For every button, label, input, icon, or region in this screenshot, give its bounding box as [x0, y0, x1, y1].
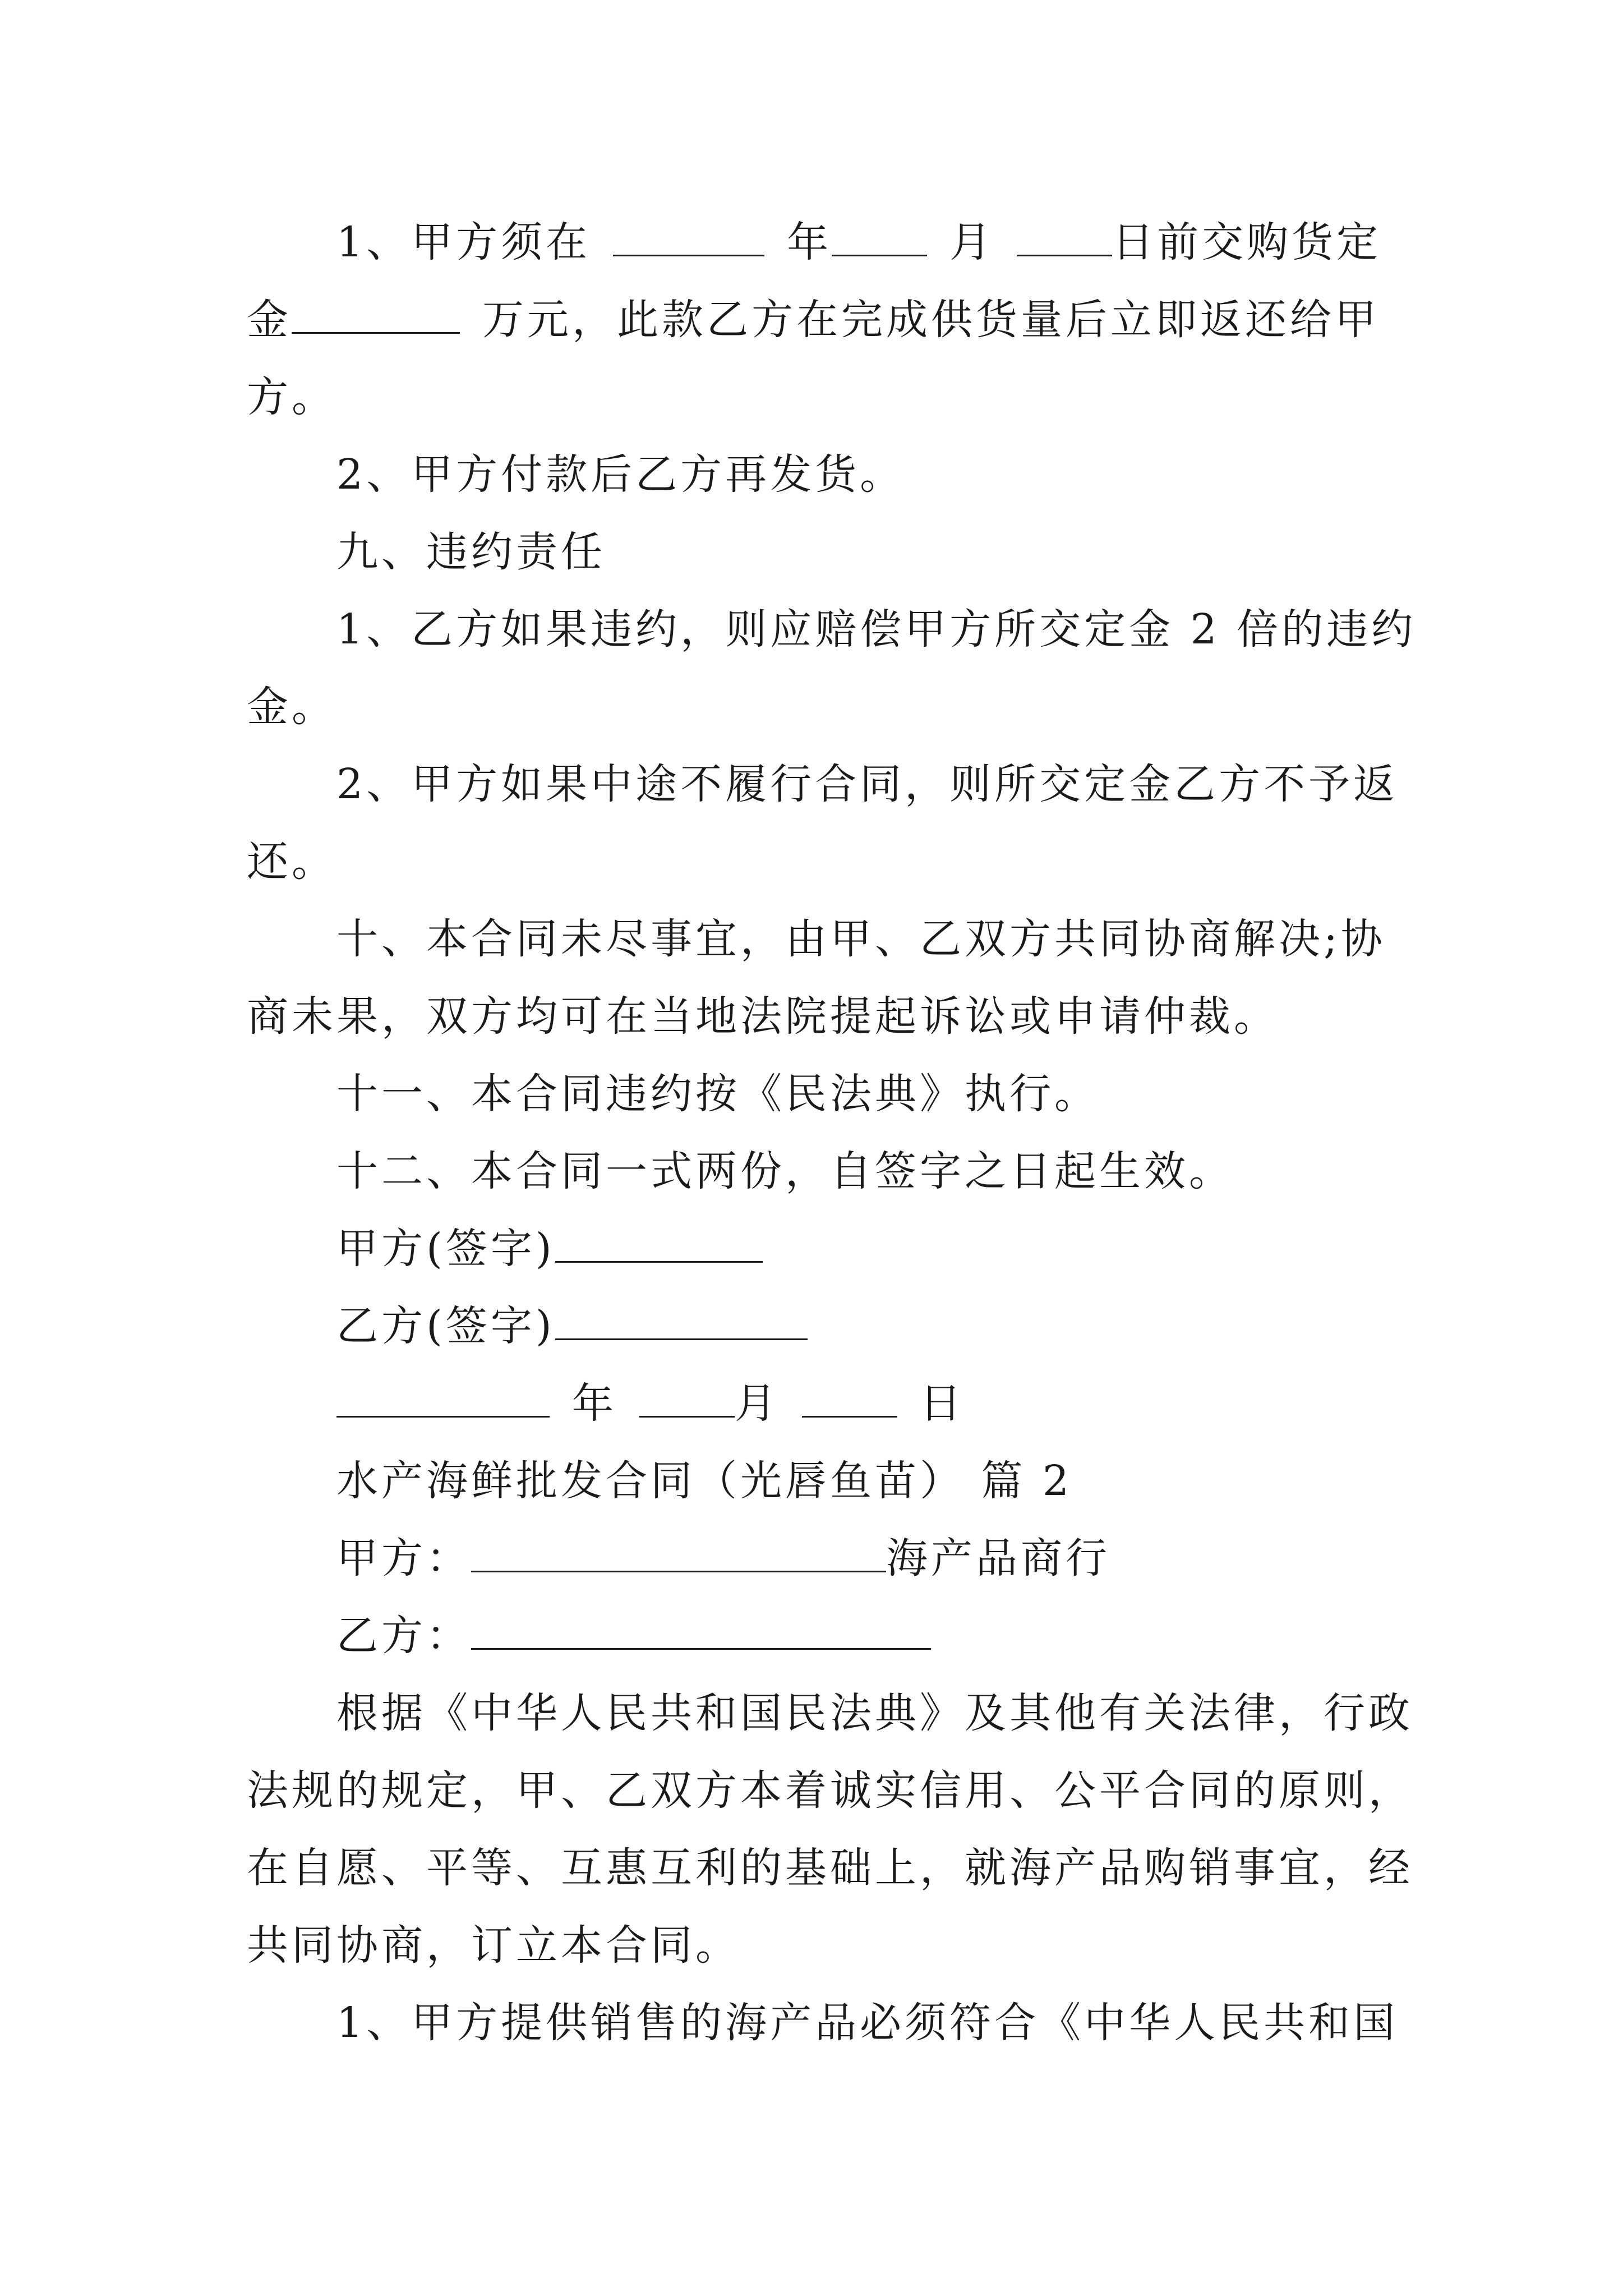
section-heading: 九、违约责任: [336, 528, 606, 576]
party-a-line: [336, 1530, 1391, 1586]
paragraph-line: 1、甲方提供销售的海产品必须符合《中华人民共和国: [336, 1999, 1399, 2047]
blank-party-a-signature: [555, 1222, 763, 1263]
clause-8-1-line-2: [247, 292, 1391, 348]
section-title: 水产海鲜批发合同（光唇鱼苗） 篇 2: [336, 1457, 1073, 1505]
paragraph-line: 2、甲方如果中途不履行合同，则所交定金乙方不予返: [336, 760, 1399, 808]
paragraph-line: 还。: [247, 838, 336, 886]
paragraph-line: 共同协商，订立本合同。: [247, 1921, 740, 1970]
clause-8-1-line-1: [336, 214, 1391, 270]
paragraph-line: 在自愿、平等、互惠互利的基础上，就海产品购销事宜，经: [247, 1844, 1413, 1892]
text: 月: [949, 218, 995, 266]
paragraph-line: 商未果，双方均可在当地法院提起诉讼或申请仲裁。: [247, 992, 1279, 1041]
text: 乙方(签字): [336, 1302, 555, 1350]
paragraph-line: 1、乙方如果违约，则应赔偿甲方所交定金 2 倍的违约: [336, 605, 1417, 654]
text: 海产品商行: [886, 1534, 1110, 1582]
paragraph-line: 法规的规定，甲、乙双方本着诚实信用、公平合同的原则，: [247, 1766, 1413, 1815]
blank-date-month: [639, 1377, 735, 1418]
blank-party-b-signature: [555, 1299, 808, 1340]
blank-day: [1017, 215, 1112, 256]
paragraph-line: 十一、本合同违约按《民法典》执行。: [336, 1070, 1099, 1118]
text: 万元，此款乙方在完成供货量后立即返还给甲: [482, 296, 1380, 344]
paragraph-line: 2、甲方付款后乙方再发货。: [336, 450, 905, 499]
text: 年: [787, 218, 832, 266]
text: 乙方：: [336, 1612, 471, 1660]
blank-month: [832, 215, 927, 256]
signature-date: [336, 1375, 1391, 1432]
text: 甲方(签字): [336, 1225, 555, 1273]
text: 日: [920, 1379, 965, 1428]
paragraph-line: 根据《中华人民共和国民法典》及其他有关法律，行政: [336, 1689, 1413, 1737]
blank-party-b-name: [471, 1609, 931, 1650]
party-b-line: [336, 1608, 1391, 1664]
party-a-signature: [336, 1221, 1391, 1277]
text: 1、甲方须在: [336, 218, 591, 266]
blank-year: [613, 215, 764, 256]
blank-date-year: [336, 1377, 550, 1418]
party-b-signature: [336, 1298, 1391, 1354]
paragraph-line: 金。: [247, 683, 336, 731]
paragraph-line: 十二、本合同一式两份，自签字之日起生效。: [336, 1147, 1234, 1195]
paragraph-line: 方。: [247, 373, 336, 421]
text: 金: [247, 296, 292, 344]
blank-date-day: [802, 1377, 897, 1418]
text: 甲方：: [336, 1534, 471, 1582]
paragraph-line: 十、本合同未尽事宜，由甲、乙双方共同协商解决;协: [336, 915, 1386, 963]
text: 日前交购货定: [1112, 218, 1382, 266]
text: 年: [572, 1379, 617, 1428]
blank-deposit-amount: [292, 293, 460, 334]
blank-party-a-name: [471, 1531, 886, 1572]
text: 月: [735, 1379, 780, 1428]
